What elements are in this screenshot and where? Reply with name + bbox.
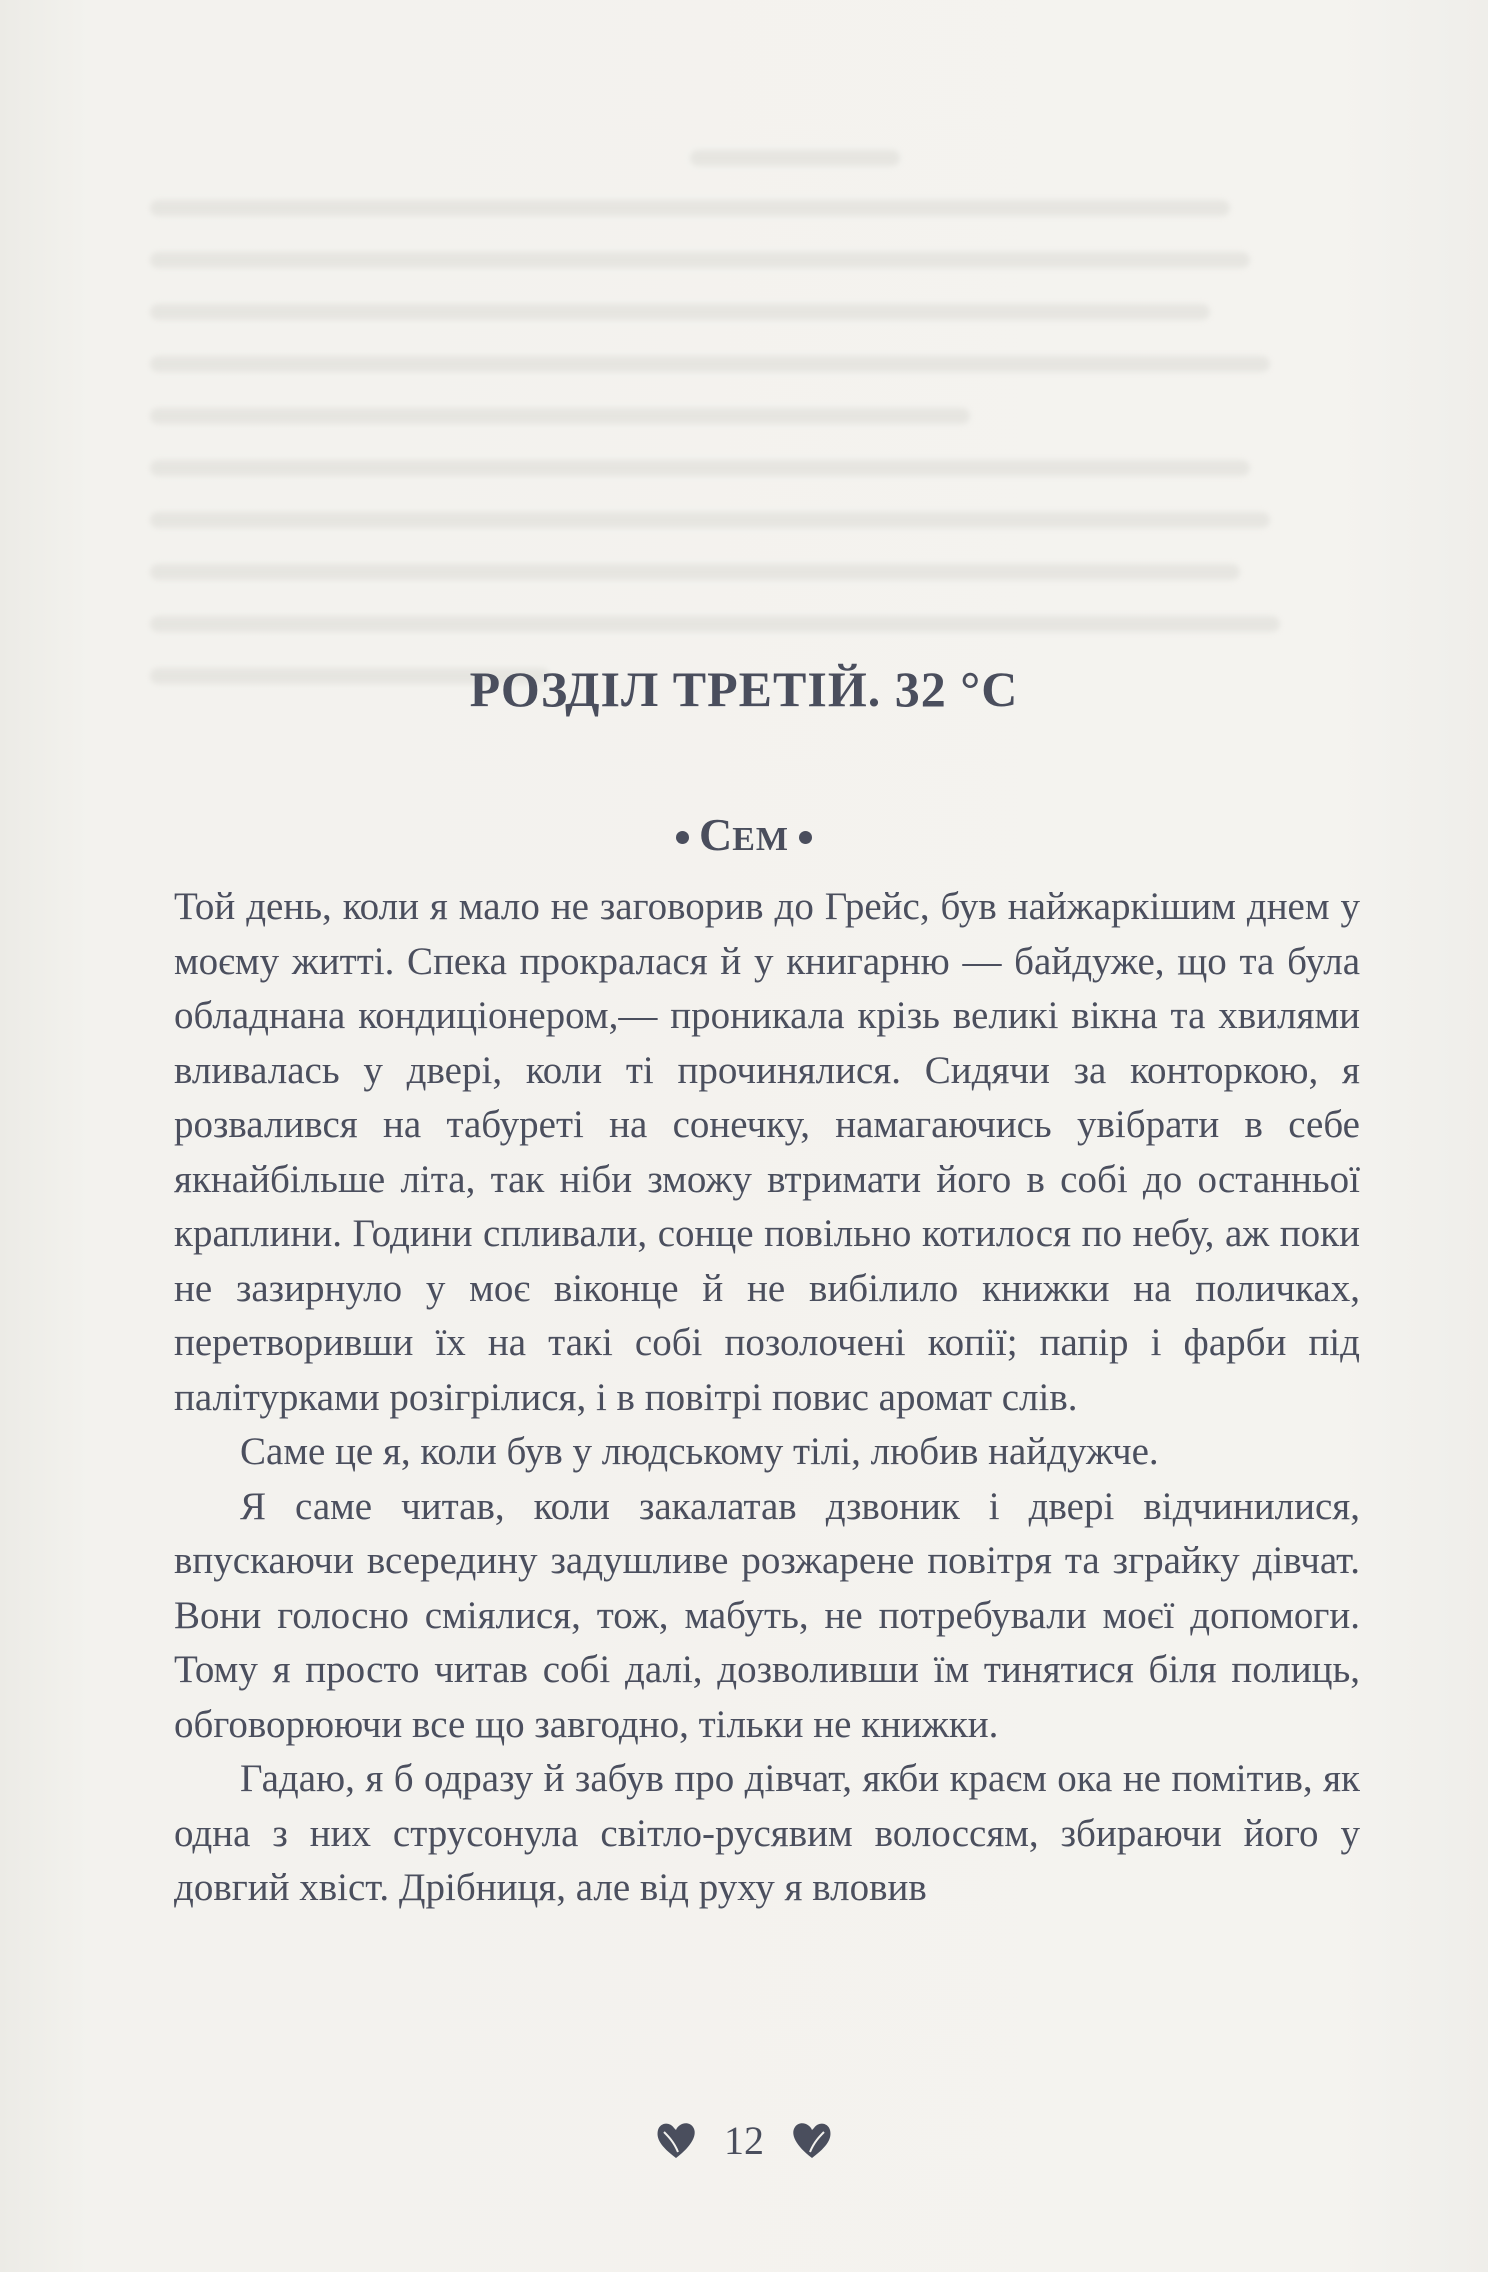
page-footer <box>0 2110 1488 2170</box>
paragraph: Той день, коли я мало не заговорив до Грейс, був найжаркішим днем у моєму житті. Спека прокралася й у книгарню — байдуже, що та була обладнана кондиціонером,— проникала крізь великі вікна та хвилями вливалась у двері, коли ті прочинялися. Сидячи за конторкою, я розвалився на табуреті на сонечку, намагаючись увібрати в себе якнайбільше літа, так ніби зможу втримати його в собі до останньої краплини. Години спливали, сонце повільно котилося по небу, аж поки не зазирнуло у моє віконце й не вибілило книжки на поличках, перетворивши їх на такі собі позолочені копії; папір і фарби під палітурками розігрілися, і в повітрі повис аромат слів. <box>174 885 1360 1419</box>
heart-left-icon <box>654 2118 698 2162</box>
bullet-dot-icon <box>799 831 812 844</box>
paragraph: Саме це я, коли був у людському тілі, любив найдужче. <box>240 1430 1159 1473</box>
narrator-initial: С <box>698 809 733 860</box>
paragraph: Я саме читав, коли закалатав дзвоник і двері відчинилися, впускаючи всередину задушливе розжарене повітря та зграйку дівчат. Вони голосно сміялися, тож, мабуть, не потребували моєї допомоги. Тому я просто читав собі далі, дозволивши їм тинятися біля полиць, обговорюючи все що завгодно, тільки не книжки. <box>174 1484 1360 1746</box>
bullet-dot-icon <box>676 831 689 844</box>
chapter-title: РОЗДІЛ ТРЕТІЙ. 32 °C <box>469 661 1019 717</box>
bleed-through-text <box>150 150 1350 710</box>
narrator-name-rest: ЕМ <box>732 821 789 858</box>
heart-right-icon <box>790 2118 834 2162</box>
body-text <box>174 880 1360 1916</box>
paragraph: Гадаю, я б одразу й забув про дівчат, якби краєм ока не помітив, як одна з них струсонула світло-русявим волоссям, збираючи його у довгий хвіст. Дрібниця, але від руху я вловив <box>174 1757 1360 1909</box>
narrator-heading <box>0 808 1488 861</box>
page-number: 12 <box>724 2117 764 2163</box>
